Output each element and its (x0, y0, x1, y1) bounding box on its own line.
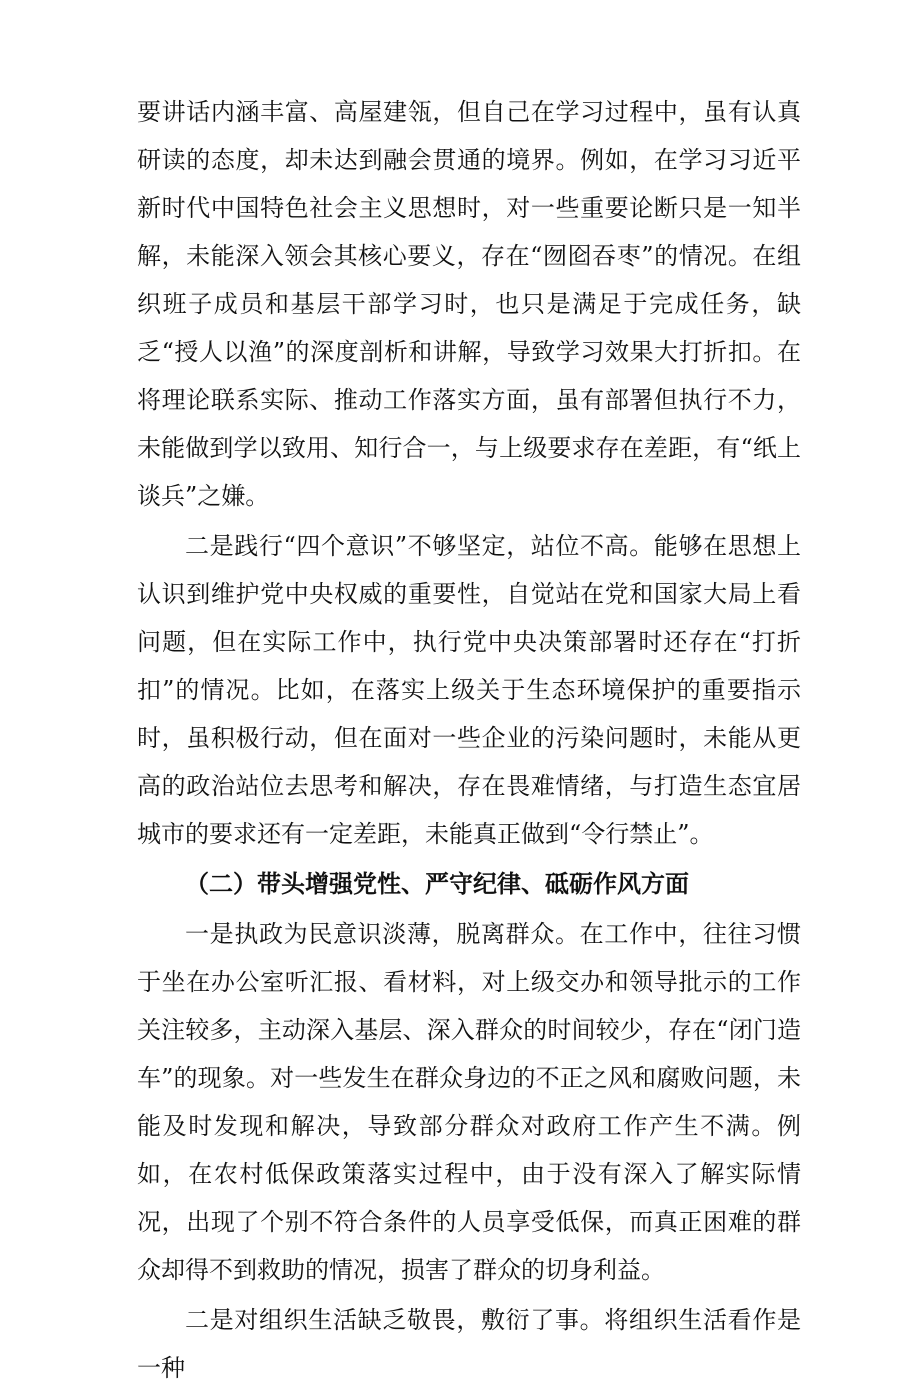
paragraph-organization-life: 二是对组织生活缺乏敬畏，敷衍了事。将组织生活看作是一种 (137, 1306, 801, 1382)
section-heading-2: （二）带头增强党性、严守纪律、砥砺作风方面 (185, 869, 689, 898)
paragraph-continuation: 要讲话内涵丰富、高屋建瓴，但自己在学习过程中，虽有认真研读的态度，却未达到融会贯通的境界。例如，在学习习近平新时代中国特色社会主义思想时，对一些重要论断只是一知半解，未能深入领会其核心要义，存在“囫囵吞枣”的情况。在组织班子成员和基层干部学习时，也只是满足于完成任务，缺乏“授人以渔”的深度剖析和讲解，导致学习效果大打折扣。在将理论联系实际、推动工作落实方面，虽有部署但执行不力，未能做到学以致用、知行合一，与上级要求存在差距，有“纸上谈兵”之嫌。 (137, 98, 801, 510)
document-body (137, 88, 801, 1392)
paragraph-serve-people: 一是执政为民意识淡薄，脱离群众。在工作中，往往习惯于坐在办公室听汇报、看材料，对上级交办和领导批示的工作关注较多，主动深入基层、深入群众的时间较少，存在“闭门造车”的现象。对一些发生在群众身边的不正之风和腐败问题，未能及时发现和解决，导致部分群众对政府工作产生不满。例如，在农村低保政策落实过程中，由于没有深入了解实际情况，出现了个别不符合条件的人员享受低保，而真正困难的群众却得不到救助的情况，损害了群众的切身利益。 (137, 920, 801, 1284)
paragraph-four-consciousness: 二是践行“四个意识”不够坚定，站位不高。能够在思想上认识到维护党中央权威的重要性，自觉站在党和国家大局上看问题，但在实际工作中，执行党中央决策部署时还存在“打折扣”的情况。比如，在落实上级关于生态环境保护的重要指示时，虽积极行动，但在面对一些企业的污染问题时，未能从更高的政治站位去思考和解决，存在畏难情绪，与打造生态宜居城市的要求还有一定差距，未能真正做到“令行禁止”。 (137, 532, 801, 848)
